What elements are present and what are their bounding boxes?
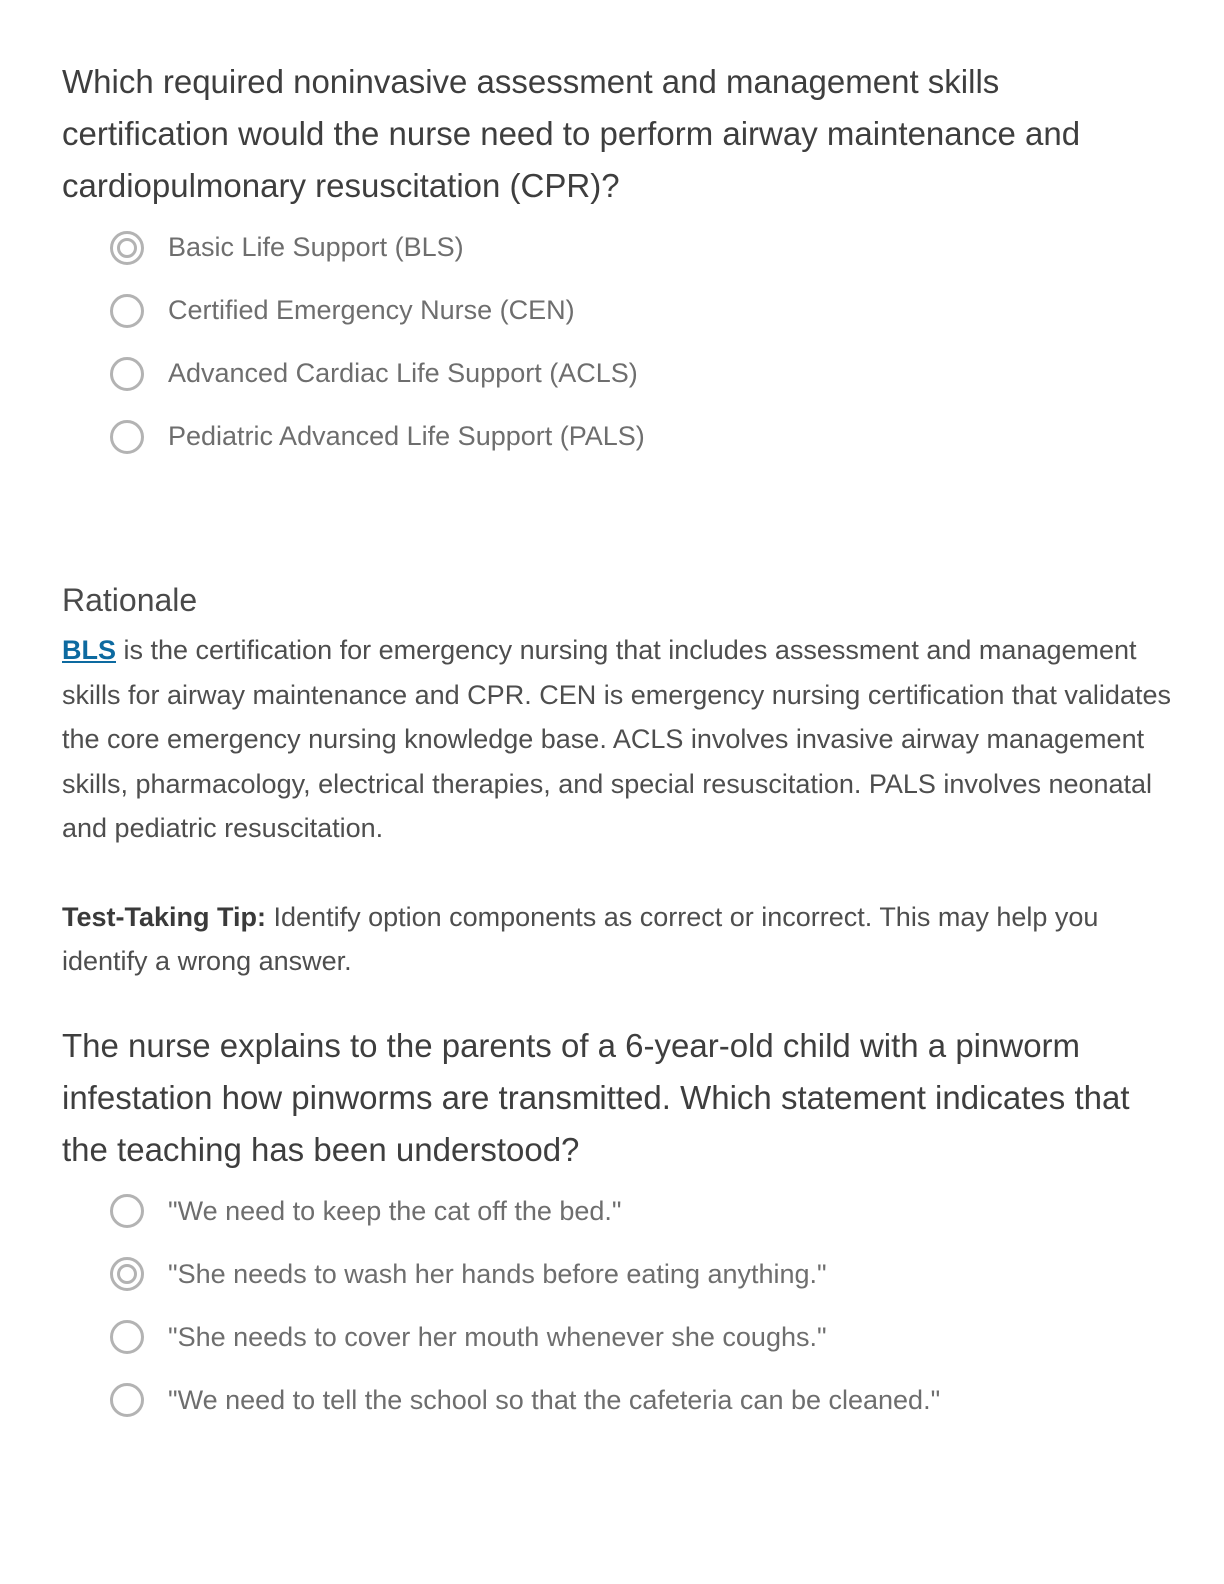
question-1-text: Which required noninvasive assessment and management skills certification would the nurse need to perform airway maintenance and cardiopulmonary resuscitation (CPR)? (62, 63, 1081, 204)
bls-link[interactable]: BLS (62, 635, 116, 665)
option-label[interactable]: "We need to keep the cat off the bed." (168, 1195, 622, 1226)
rationale-section (62, 580, 1172, 984)
question-2-option-3[interactable] (110, 1306, 1172, 1369)
radio-icon[interactable] (110, 1320, 144, 1354)
radio-icon[interactable] (110, 1194, 144, 1228)
option-label[interactable]: "We need to tell the school so that the cafeteria can be cleaned." (168, 1384, 941, 1415)
question-2 (62, 1020, 1172, 1432)
question-2-text: The nurse explains to the parents of a 6-year-old child with a pinworm infestation how pinworms are transmitted. Which statement indicates that the teaching has been understood? (62, 1026, 1130, 1168)
question-1-option-1[interactable] (110, 216, 1172, 279)
question-1-option-4[interactable] (110, 405, 1172, 468)
tip-text: Identify option components as correct or incorrect. This may help you identify a wrong answer. (62, 901, 1099, 976)
radio-icon[interactable] (110, 357, 144, 391)
question-1 (62, 56, 1172, 468)
question-2-option-2[interactable] (110, 1243, 1172, 1306)
radio-selected-icon[interactable] (110, 231, 144, 265)
question-1-option-2[interactable] (110, 279, 1172, 342)
question-1-option-3[interactable] (110, 342, 1172, 405)
option-label[interactable]: "She needs to cover her mouth whenever she coughs." (168, 1321, 827, 1352)
option-label[interactable]: Advanced Cardiac Life Support (ACLS) (168, 358, 638, 388)
rationale-text: is the certification for emergency nursing that includes assessment and management skills for airway maintenance and CPR. CEN is emergency nursing certification that validates the core emergency nursing knowledge base. ACLS involves invasive airway management skills, pharmacology, electrical therapies, and special resuscitation. PALS involves neonatal and pediatric resuscitation. (62, 635, 1171, 843)
question-1-options (62, 216, 1172, 468)
question-2-option-4[interactable] (110, 1369, 1172, 1432)
tip-label: Test-Taking Tip: (62, 901, 267, 932)
option-label[interactable]: Certified Emergency Nurse (CEN) (168, 295, 575, 325)
option-label[interactable]: Pediatric Advanced Life Support (PALS) (168, 421, 645, 451)
radio-selected-icon[interactable] (110, 1257, 144, 1291)
question-2-options (62, 1180, 1172, 1432)
radio-icon[interactable] (110, 294, 144, 328)
test-taking-tip (62, 895, 1172, 984)
question-2-option-1[interactable] (110, 1180, 1172, 1243)
rationale-heading: Rationale (62, 582, 198, 618)
rationale-body (62, 628, 1172, 851)
radio-icon[interactable] (110, 1383, 144, 1417)
radio-icon[interactable] (110, 420, 144, 454)
page-content (62, 56, 1172, 1432)
option-label[interactable]: Basic Life Support (BLS) (168, 232, 464, 262)
option-label[interactable]: "She needs to wash her hands before eating anything." (168, 1258, 827, 1289)
